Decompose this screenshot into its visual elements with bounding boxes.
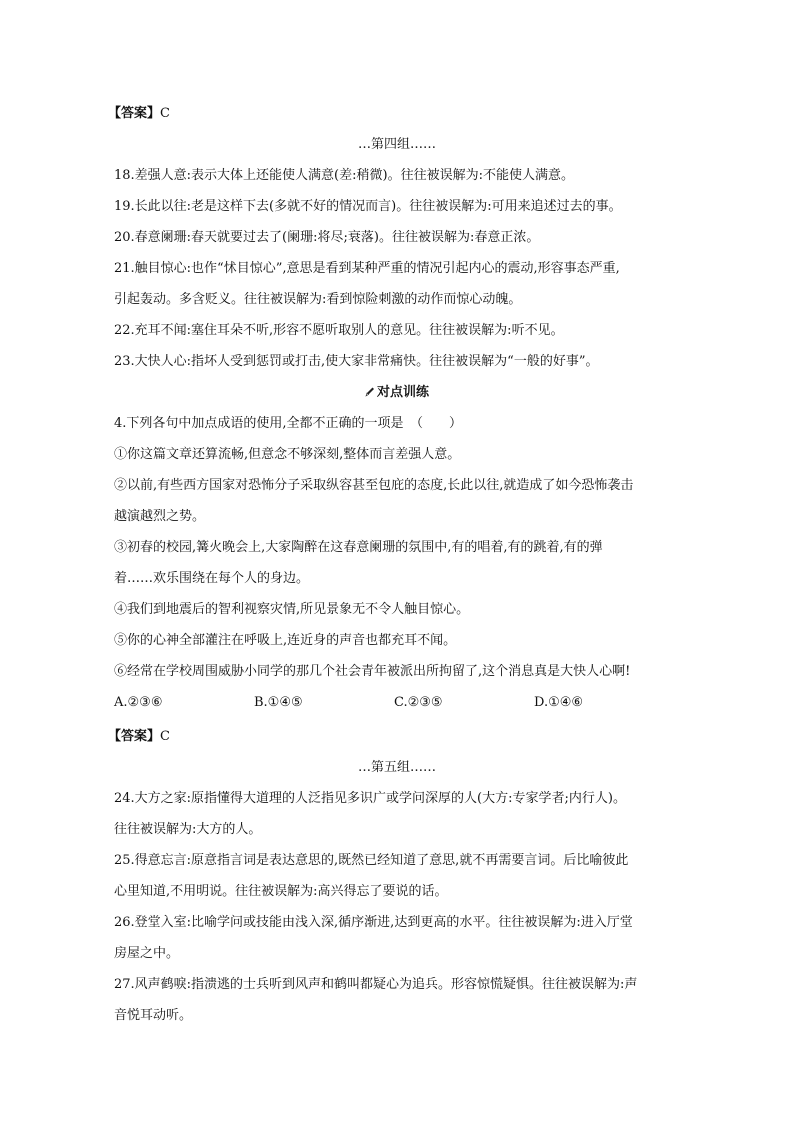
answer-line-1 — [108, 104, 170, 124]
idiom-24-line-1: 24.大方之家:原指懂得大道理的人泛指见多识广或学问深厚的人(大方:专家学者;内行人)。 — [114, 791, 626, 806]
sentence-4: ④我们到地震后的智利视察灾情,所见景象无不令人触目惊心。 — [114, 602, 470, 617]
idiom-23: 23.大快人心:指坏人受到惩罚或打击,使大家非常痛快。往往被误解为“一般的好事”。 — [114, 354, 599, 369]
question-4: 4.下列各句中加点成语的使用,全都不正确的一项是 （ ） — [114, 416, 463, 431]
idiom-24-line-2: 往往被误解为:大方的人。 — [114, 822, 262, 837]
idiom-26-line-2: 房屋之中。 — [114, 946, 180, 961]
training-heading — [0, 383, 794, 403]
sentence-3-line-1: ③初春的校园,篝火晚会上,大家陶醉在这春意阑珊的氛围中,有的唱着,有的跳着,有的弹 — [114, 540, 603, 555]
idiom-21-line-2: 引起轰动。多含贬义。往往被误解为:看到惊险刺激的动作而惊心动魄。 — [114, 292, 522, 307]
idiom-22: 22.充耳不闻:塞住耳朵不听,形容不愿听取别人的意见。往往被误解为:听不见。 — [114, 323, 564, 338]
answer-value: C — [160, 106, 170, 121]
sentence-5: ⑤你的心神全部灌注在呼吸上,连近身的声音也都充耳不闻。 — [114, 633, 457, 648]
group-4-heading: …第四组…… — [357, 137, 436, 152]
idiom-19: 19.长此以往:老是这样下去(多就不好的情况而言)。往往被误解为:可用来追述过去的事。 — [114, 199, 622, 214]
answer-value: C — [160, 729, 170, 744]
sentence-1: ①你这篇文章还算流畅,但意念不够深刻,整体而言差强人意。 — [114, 447, 461, 462]
option-a: A.②③⑥ — [114, 695, 163, 710]
sentence-2-line-2: 越演越烈之势。 — [114, 509, 206, 524]
option-d: D.①④⑥ — [534, 695, 584, 710]
idiom-25-line-1: 25.得意忘言:原意指言词是表达意思的,既然已经知道了意思,就不再需要言词。后比喻彼此 — [114, 853, 629, 868]
answer-label: 【答案】 — [108, 729, 161, 744]
option-b: B.①④⑤ — [254, 695, 303, 710]
idiom-18: 18.差强人意:表示大体上还能使人满意(差:稍微)。往往被误解为:不能使人满意。 — [114, 168, 574, 183]
answer-line-2 — [108, 727, 170, 747]
group-5-heading: …第五组…… — [357, 760, 436, 775]
idiom-20: 20.春意阑珊:春天就要过去了(阑珊:将尽;衰落)。往往被误解为:春意正浓。 — [114, 230, 540, 245]
sentence-3-line-2: 着……欢乐围绕在每个人的身边。 — [114, 571, 310, 586]
sentence-2-line-1: ②以前,有些西方国家对恐怖分子采取纵容甚至包庇的态度,长此以往,就造成了如今恐怖袭击 — [114, 478, 634, 493]
idiom-26-line-1: 26.登堂入室:比喻学问或技能由浅入深,循序渐进,达到更高的水平。往往被误解为:进入厅堂 — [114, 915, 633, 930]
sentence-6: ⑥经常在学校周围威胁小同学的那几个社会青年被派出所拘留了,这个消息真是大快人心啊! — [114, 664, 631, 679]
pencil-icon — [365, 383, 375, 403]
idiom-21-line-1: 21.触目惊心:也作“怵目惊心”,意思是看到某种严重的情况引起内心的震动,形容事态严重, — [114, 261, 620, 276]
idiom-27-line-1: 27.风声鹤唳:指溃逃的士兵听到风声和鹤叫都疑心为追兵。形容惊慌疑惧。往往被误解为:声 — [114, 977, 638, 992]
answer-label: 【答案】 — [108, 106, 161, 121]
answer-options — [114, 693, 674, 713]
idiom-25-line-2: 心里知道,不用明说。往往被误解为:高兴得忘了要说的话。 — [114, 884, 448, 899]
training-title: 对点训练 — [376, 385, 429, 400]
idiom-27-line-2: 音悦耳动听。 — [114, 1008, 193, 1023]
option-c: C.②③⑤ — [394, 695, 443, 710]
